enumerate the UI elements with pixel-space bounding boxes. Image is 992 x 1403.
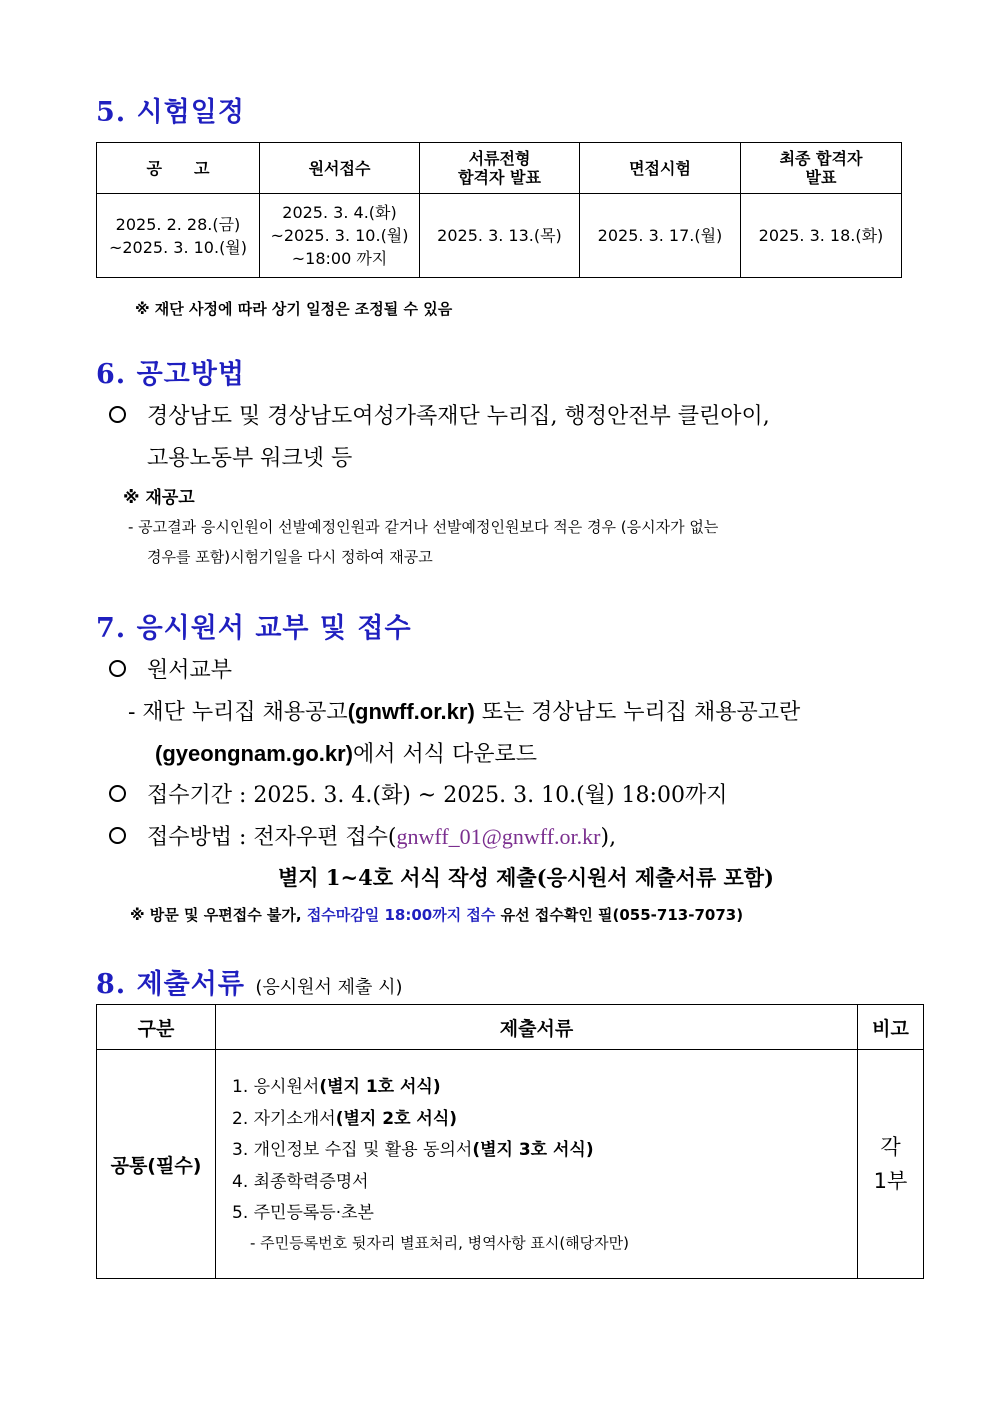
documents-list-cell xyxy=(216,1050,858,1279)
schedule-value-application: 2025. 3. 4.(화) ~2025. 3. 10.(월) ~18:00 까지 xyxy=(260,194,420,278)
schedule-note: ※ 재단 사정에 따라 상기 일정은 조정될 수 있음 xyxy=(135,300,453,318)
re-announce-line1: - 공고결과 응시인원이 선발예정인원과 같거나 선발예정인원보다 적은 경우 (응시자가 없는 xyxy=(128,518,719,536)
bullet-circle-icon xyxy=(109,785,126,802)
distribution-line1-text: - 재단 누리집 채용공고 xyxy=(128,700,348,725)
distribution-line1 xyxy=(128,695,800,726)
list-item-text: 1. 응시원서 xyxy=(232,1077,320,1098)
gyeongnam-site-link[interactable]: (gyeongnam.go.kr) xyxy=(155,741,354,766)
application-method-text: 접수방법 : 전자우편 접수( xyxy=(147,825,397,850)
schedule-header-final-result: 최종 합격자 발표 xyxy=(741,143,902,194)
bullet-circle-icon xyxy=(109,406,126,423)
list-item-form: (별지 3호 서식) xyxy=(472,1140,594,1161)
application-email-link[interactable]: gnwff_01@gnwff.or.kr xyxy=(396,824,601,849)
list-item xyxy=(232,1104,857,1136)
schedule-value-final-result: 2025. 3. 18.(화) xyxy=(741,194,902,278)
list-item xyxy=(232,1072,857,1104)
list-item-text: 4. 최종학력증명서 xyxy=(232,1171,369,1192)
documents-remark: 각 1부 xyxy=(858,1050,924,1279)
documents-list xyxy=(216,1072,857,1256)
list-item-form: (별지 2호 서식) xyxy=(335,1108,458,1129)
application-forms-line: 별지 1~4호 서식 작성 제출(응시원서 제출서류 포함) xyxy=(278,865,774,890)
documents-category: 공통(필수) xyxy=(97,1050,216,1279)
list-item-text: 3. 개인정보 수집 및 활용 동의서 xyxy=(232,1140,473,1161)
list-item xyxy=(232,1198,857,1230)
announce-method-line2: 고용노동부 워크넷 등 xyxy=(147,446,353,471)
re-announce-line2: 경우를 포함)시험기일을 다시 정하여 재공고 xyxy=(147,548,433,566)
distribution-label: 원서교부 xyxy=(147,658,233,683)
schedule-header-application: 원서접수 xyxy=(260,143,420,194)
documents-header-category: 구분 xyxy=(97,1005,216,1050)
documents-header-row xyxy=(97,1005,924,1050)
foundation-site-link[interactable]: (gnwff.or.kr) xyxy=(347,699,475,724)
application-note-a: ※ 방문 및 우편접수 불가, xyxy=(130,906,307,924)
distribution-line1-rest: 또는 경상남도 누리집 채용공고란 xyxy=(474,700,801,725)
deadline-highlight: 접수마감일 18:00까지 접수 xyxy=(306,906,496,924)
bullet-circle-icon xyxy=(109,660,126,677)
section-7-title: 7. 응시원서 교부 및 접수 xyxy=(96,613,412,644)
documents-table xyxy=(96,1004,924,1279)
list-item-text: 2. 자기소개서 xyxy=(232,1108,336,1129)
schedule-value-document-result: 2025. 3. 13.(목) xyxy=(420,194,580,278)
distribution-line2-rest: 에서 서식 다운로드 xyxy=(353,742,538,767)
list-item xyxy=(232,1135,857,1167)
section-8-title xyxy=(96,962,403,1001)
schedule-header-announce: 공 고 xyxy=(97,143,260,194)
announce-method-line1: 경상남도 및 경상남도여성가족재단 누리집, 행정안전부 클린아이, xyxy=(147,404,770,429)
distribution-line2 xyxy=(155,737,537,768)
schedule-value-announce: 2025. 2. 28.(금) ~2025. 3. 10.(월) xyxy=(97,194,260,278)
documents-header-documents: 제출서류 xyxy=(216,1005,858,1050)
application-method-end: ), xyxy=(600,825,617,850)
list-item-form: (별지 1호 서식) xyxy=(319,1077,441,1098)
list-item-text: 5. 주민등록등·초본 xyxy=(232,1203,374,1224)
schedule-value-interview: 2025. 3. 17.(월) xyxy=(580,194,741,278)
schedule-value-row xyxy=(97,194,902,278)
schedule-header-document-result: 서류전형 합격자 발표 xyxy=(420,143,580,194)
schedule-header-interview: 면접시험 xyxy=(580,143,741,194)
bullet-circle-icon xyxy=(109,827,126,844)
documents-header-remark: 비고 xyxy=(858,1005,924,1050)
section-6-title: 6. 공고방법 xyxy=(96,359,245,390)
list-sub-item: - 주민등록번호 뒷자리 별표처리, 병역사항 표시(해당자만) xyxy=(250,1233,629,1252)
list-item xyxy=(232,1167,857,1199)
documents-row xyxy=(97,1050,924,1279)
application-method xyxy=(147,820,616,851)
section-5-title: 5. 시험일정 xyxy=(96,97,245,128)
section-8-title-text: 8. 제출서류 xyxy=(96,969,245,1000)
re-announce-title: ※ 재공고 xyxy=(123,488,195,508)
application-period: 접수기간 : 2025. 3. 4.(화) ~ 2025. 3. 10.(월) 18:00까지 xyxy=(147,783,728,808)
application-note-c: 유선 접수확인 필(055-713-7073) xyxy=(495,906,744,924)
schedule-table xyxy=(96,142,902,278)
schedule-header-row xyxy=(97,143,902,194)
application-note xyxy=(130,904,743,925)
section-8-subtitle: (응시원서 제출 시) xyxy=(255,977,403,998)
